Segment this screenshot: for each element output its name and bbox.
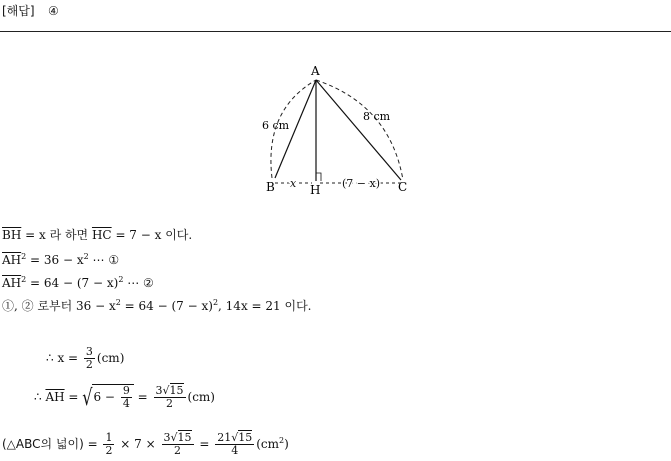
right-angle-mark [316,173,321,181]
exponent: 2 [212,298,219,307]
text: × 7 × [116,437,160,451]
text: (cm) [187,390,215,404]
exponent: 2 [118,275,124,284]
header-divider [0,31,671,32]
segment-ah: $\overline{AH}$ [2,253,22,267]
denominator: 2 [166,397,173,410]
vertex-c: C [398,180,408,194]
denominator: 4 [231,444,239,457]
fraction [162,432,194,457]
text: = [64,390,83,404]
text: = x 라 하면 [21,228,92,242]
denominator: 4 [122,397,130,410]
denominator: 2 [174,444,181,457]
text: (cm [256,437,279,451]
text: ①, ② 로부터 36 − x [2,299,116,313]
fraction [121,385,132,410]
exponent: 2 [21,275,27,284]
solution-line-4 [2,296,311,313]
answer-choice: ④ [48,4,59,18]
numerator: 3 [85,345,93,358]
numerator: 3√15 [155,384,184,397]
denominator: 2 [85,358,93,371]
text: (△ABC의 넓이) = [2,437,102,451]
solution-line-1 [2,228,192,242]
segment-bh: $\overline{BH}$ [2,228,22,242]
text: 6 − [93,390,119,404]
text: (cm) [96,351,125,365]
numerator: 3√15 [163,431,192,444]
text: = 36 − x [26,253,84,267]
side-ac [316,80,401,180]
solution-line-3 [2,273,154,290]
solution-line-6 [34,384,215,410]
label-hc: (7 − x) [342,177,380,190]
text: = 64 − (7 − x) [26,276,119,290]
exponent: 2 [115,298,121,307]
fraction [103,432,114,457]
radicand [92,384,133,410]
numerator: 9 [122,384,130,397]
segment-ah: $\overline{AH}$ [45,390,65,404]
text: = [133,390,152,404]
text: 3 [163,431,171,444]
denominator: 2 [105,444,113,457]
vertex-h: H [310,183,321,197]
solution-line-7 [2,432,289,457]
triangle-figure [250,60,420,200]
label-bh: x [290,177,297,190]
fraction [215,432,254,457]
fraction [154,385,186,410]
exponent: 2 [279,436,285,445]
solution-line-2 [2,250,119,267]
text: , 14x = 21 이다. [218,299,312,313]
fraction [84,346,95,371]
text: = 64 − (7 − x) [120,299,213,313]
text: 21 [217,431,232,444]
header-label: [해답] [2,4,35,18]
segment-ah: $\overline{AH}$ [2,276,22,290]
exponent: 2 [21,252,27,261]
text: ∴ [34,390,46,404]
text: 3 [155,384,163,397]
label-ab: 6 cm [262,119,290,132]
vertex-b: B [266,180,275,194]
radicand: 15 [177,431,192,444]
numerator: 21√15 [217,431,253,444]
text: ⋯ ② [123,276,154,290]
vertex-a: A [311,64,320,78]
radical-sign: √ [82,383,93,411]
text: = 7 − x 이다. [111,228,193,242]
text: = [195,437,214,451]
radicand: 15 [169,384,184,397]
radicand: 15 [238,431,253,444]
label-ac: 8 cm [363,110,391,123]
text: ⋯ ① [88,253,120,267]
solution-line-5 [46,346,124,371]
numerator: 1 [105,431,113,444]
text: ) [284,437,289,451]
segment-hc: $\overline{HC}$ [91,228,112,242]
text: ∴ x = [46,351,82,365]
exponent: 2 [83,252,89,261]
